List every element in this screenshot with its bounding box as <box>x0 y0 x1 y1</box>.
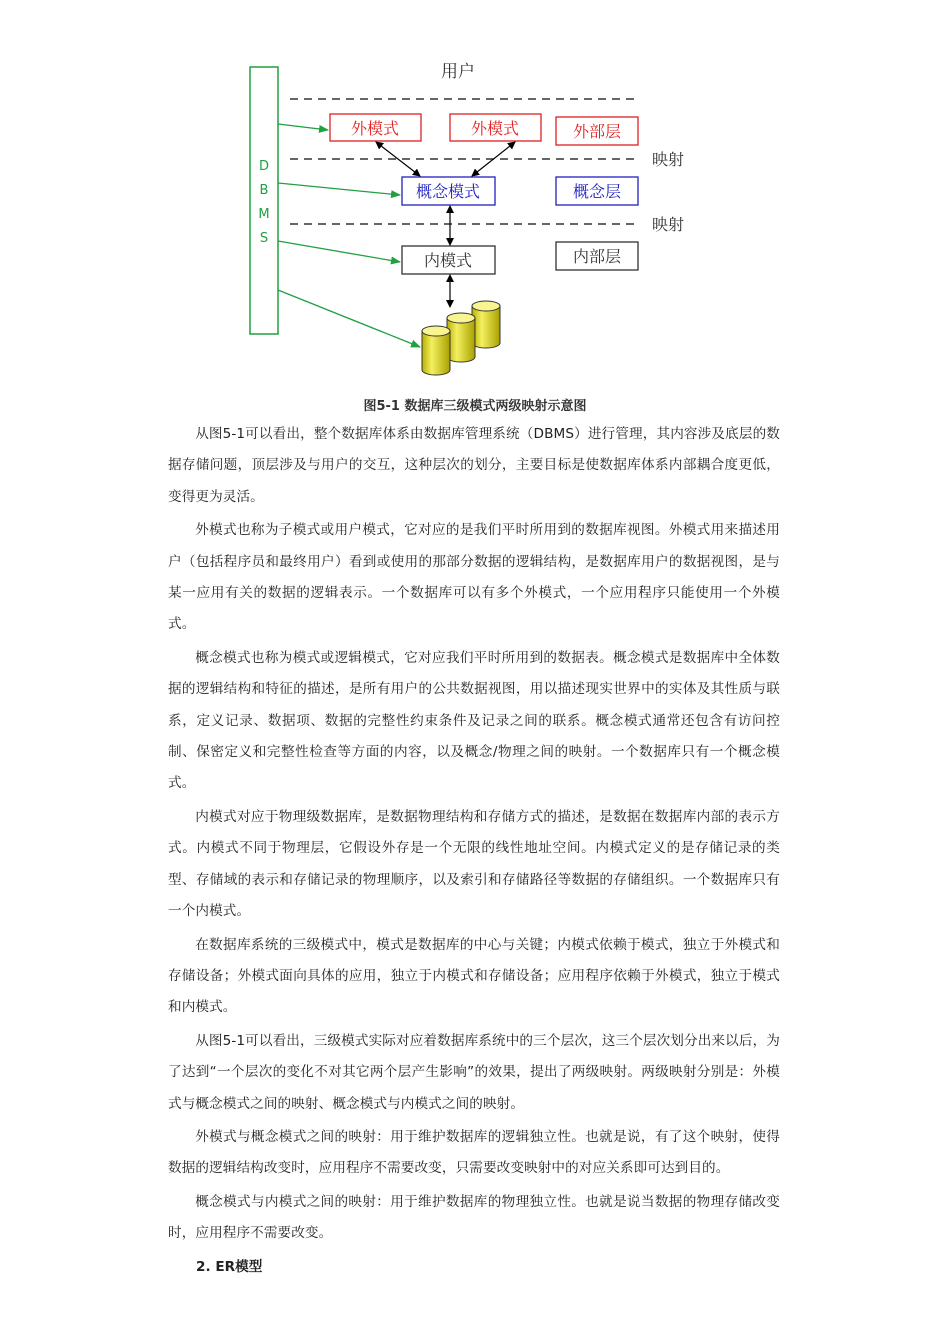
three-schema-diagram <box>0 0 950 390</box>
paragraph-internal-schema: 内模式对应于物理级数据库，是数据物理结构和存储方式的描述，是数据在数据库内部的表示方式。内模式不同于物理层，它假设外存是一个无限的线性地址空间。内模式定义的是存储记录的类型、存储域的表示和存储记录的物理顺序，以及索引和存储路径等数据的存储组织。一个数据库只有一个内模式。 <box>168 808 780 920</box>
dbms-arrow-internal <box>278 241 400 262</box>
conceptual-schema-label: 概念模式 <box>415 182 481 201</box>
dbms-letter-m: M <box>258 207 270 222</box>
external-schema-label-1: 外模式 <box>350 119 400 138</box>
cylinder-front <box>422 326 450 375</box>
database-storage-icon <box>422 301 500 375</box>
dbms-arrow-storage <box>278 290 420 347</box>
internal-schema-label: 内模式 <box>423 251 473 270</box>
mapping-arrow-ext1-conceptual <box>376 142 420 176</box>
paragraph-schema-relations: 在数据库系统的三级模式中，模式是数据库的中心与关键；内模式依赖于模式，独立于外模式和存储设备；外模式面向具体的应用，独立于内模式和存储设备；应用程序依赖于外模式，独立于模式和内模式。 <box>168 936 780 1016</box>
dbms-letter-s: S <box>259 231 269 246</box>
paragraph-overview: 从图5-1可以看出，整个数据库体系由数据库管理系统（DBMS）进行管理，其内容涉及底层的数据存储问题，顶层涉及与用户的交互，这种层次的划分，主要目标是使数据库体系内部耦合度更低，变得更为灵活。 <box>168 426 780 505</box>
paragraph-two-mappings: 从图5-1可以看出，三级模式实际对应着数据库系统中的三个层次，这三个层次划分出来以后，为了达到“一个层次的变化不对其它两个层产生影响”的效果，提出了两级映射。两级映射分别是：外模式与概念模式之间的映射、概念模式与内模式之间的映射。 <box>168 1032 780 1112</box>
dbms-letter-d: D <box>258 159 270 174</box>
paragraph-conceptual-schema: 概念模式也称为模式或逻辑模式，它对应我们平时所用到的数据表。概念模式是数据库中全体数据的逻辑结构和特征的描述，是所有用户的公共数据视图，用以描述现实世界中的实体及其性质与联系，定义记录、数据项、数据的完整性约束条件及记录之间的联系。概念模式通常还包含有访问控制、保密定义和完整性检查等方面的内容，以及概念/物理之间的映射。一个数据库只有一个概念模式。 <box>168 649 780 792</box>
cylinder-middle <box>447 313 475 362</box>
cylinder-back <box>472 301 500 348</box>
figure-caption: 图5-1 数据库三级模式两级映射示意图 <box>363 399 587 414</box>
dbms-arrow-conceptual <box>278 183 400 195</box>
external-schema-label-2: 外模式 <box>470 119 520 138</box>
conceptual-layer-label: 概念层 <box>572 182 622 201</box>
mapping-label-2: 映射 <box>652 215 685 234</box>
paragraph-external-conceptual-mapping: 外模式与概念模式之间的映射：用于维护数据库的逻辑独立性。也就是说，有了这个映射，使得数据的逻辑结构改变时，应用程序不需要改变，只需要改变映射中的对应关系即可达到目的。 <box>168 1128 780 1177</box>
dbms-letter-b: B <box>259 183 269 198</box>
external-layer-label: 外部层 <box>572 122 622 141</box>
dbms-bar <box>250 67 278 334</box>
internal-layer-label: 内部层 <box>572 247 622 266</box>
dbms-arrow-external <box>278 124 328 130</box>
paragraph-conceptual-internal-mapping: 概念模式与内模式之间的映射：用于维护数据库的物理独立性。也就是说当数据的物理存储改变时，应用程序不需要改变。 <box>168 1193 780 1242</box>
paragraph-external-schema: 外模式也称为子模式或用户模式，它对应的是我们平时所用到的数据库视图。外模式用来描述用户（包括程序员和最终用户）看到或使用的那部分数据的逻辑结构，是数据库用户的数据视图，是与某一应用有关的数据的逻辑表示。一个数据库可以有多个外模式，一个应用程序只能使用一个外模式。 <box>168 522 780 633</box>
section-heading: 2. ER模型 <box>196 1258 263 1275</box>
article-body <box>168 419 780 1283</box>
user-label: 用户 <box>441 62 475 82</box>
mapping-label-1: 映射 <box>652 150 685 169</box>
